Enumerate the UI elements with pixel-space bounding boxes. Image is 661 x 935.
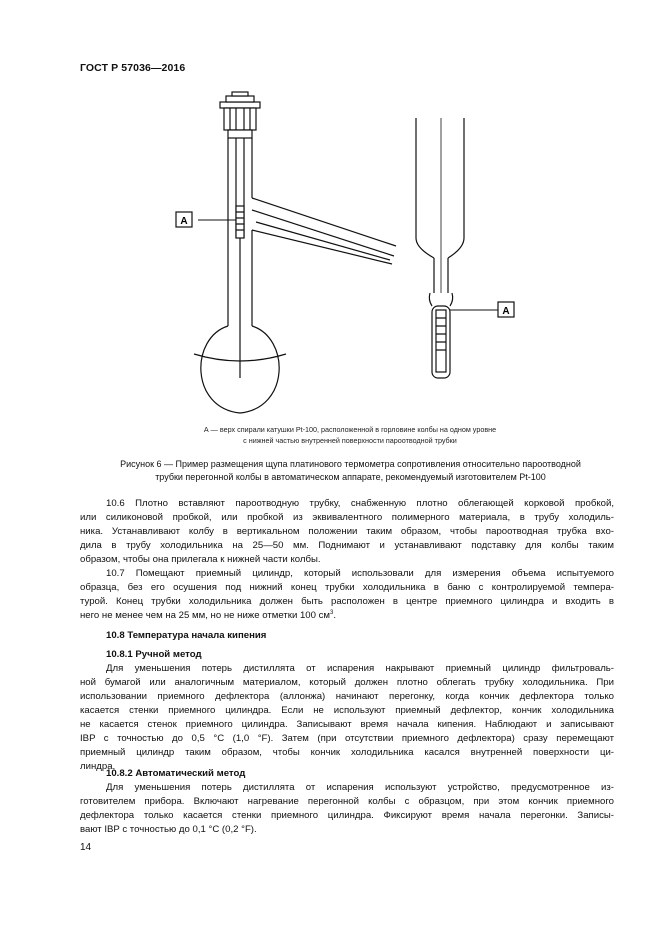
superscript-3: 3 [330, 609, 334, 616]
para-10-7-end: . [333, 610, 337, 621]
figure-caption-line-1: Рисунок 6 — Пример размещения щупа платинового термометра сопротивления относительно пароотводной [120, 459, 581, 469]
document-header: ГОСТ Р 57036—2016 [80, 62, 186, 74]
figure-caption-line-2: трубки перегонной колбы в автоматическом аппарате, рекомендуемый изготовителем Pt-100 [155, 472, 546, 482]
para-10-7-text: него не менее чем на 25 мм, но не ниже отметки 100 см [80, 610, 331, 621]
para-10-8-1-line: касается стенки приемного цилиндра. Если не используют приемный дефлектор, кончик холодильника [80, 705, 614, 716]
vapour-tube [252, 198, 396, 246]
probe-detail [416, 118, 464, 378]
para-10-8-2-line: готовителем прибора. Включают нагревание перегонной колбы с образцом, при этом кончик приемного [80, 796, 614, 807]
para-10-8-1-line: Для уменьшения потерь дистиллята от испарения накрывают приемный цилиндр фильтроваль- [106, 663, 614, 674]
figure-legend-line-2: с нижней частью внутренней поверхности пароотводной трубки [243, 436, 457, 445]
marker-a-right: A [502, 306, 510, 317]
para-10-7-line: 10.7 Помещают приемный цилиндр, который использовали для измерения объема испытуемого [106, 568, 614, 579]
heading-10-8-2: 10.8.2 Автоматический метод [106, 768, 246, 779]
figure-legend-line-1: А — верх спирали катушки Pt-100, расположенной в горловине колбы на одном уровне [203, 425, 497, 434]
para-10-6-line: образом, чтобы она прилегала к нижней части колбы. [80, 554, 321, 565]
para-10-8-1-line: линдра. [80, 761, 116, 772]
para-10-8-1-line: IBP с точностью до 0,5 °С (1,0 °F). Затем (при отсутствии приемного дефлектора) сразу перемещают [80, 733, 614, 744]
para-10-8-2-line: дефлектора только касается стенки приемного цилиндра. Фиксируют время начала перегонки. Записы- [80, 810, 614, 821]
flask-stopper [220, 92, 260, 138]
para-10-6-line: 10.6 Плотно вставляют пароотводную трубку, снабженную плотно облегающей корковой пробкой, [106, 498, 614, 509]
heading-10-8: 10.8 Температура начала кипения [106, 630, 267, 641]
para-10-8-1-line: приемный цилиндр таким образом, чтобы кончик холодильника касался внутренней поверхности ци- [80, 747, 614, 758]
para-10-8-2-line: вают IBP с точностью до 0,1 °С (0,2 °F). [80, 824, 257, 835]
para-10-7-line: образца, без его осушения под нижний конец трубки холодильника в баню с контролируемой темпера- [80, 582, 614, 593]
marker-a-left: A [180, 216, 188, 227]
heading-10-8-1: 10.8.1 Ручной метод [106, 649, 202, 660]
page-number: 14 [80, 842, 92, 853]
para-10-6-line: ника. Устанавливают колбу в вертикальном положении таким образом, чтобы пароотводная трубка вхо- [80, 526, 614, 537]
para-10-6-line: или силиконовой пробкой, или пробкой из эквивалентного полимерного материала, в трубу холодиль- [80, 512, 614, 523]
para-10-8-1-line: не касается стенок приемного цилиндра. Записывают время начала кипения. Наблюдают и записывают [80, 719, 614, 730]
para-10-8-2-line: Для уменьшения потерь дистиллята от испарения используют устройство, предусмотренное из- [106, 782, 614, 793]
para-10-7-line [80, 609, 614, 623]
figure-6-drawing [150, 88, 550, 418]
para-10-6-line: дила в трубу холодильника на 25—50 мм. Поднимают и устанавливают подставку для колбы таким [80, 540, 614, 551]
para-10-8-1-line: использовании приемного дефлектора (аллонжа) начинают перегонку, когда кончик дефлектора только [80, 691, 614, 702]
para-10-7-line: турой. Конец трубки холодильника должен быть расположен в центре приемного цилиндра и входить в [80, 596, 614, 607]
para-10-8-1-line: ной бумагой или аналогичным материалом, который должен плотно облегать трубку холодильника. При [80, 677, 614, 688]
